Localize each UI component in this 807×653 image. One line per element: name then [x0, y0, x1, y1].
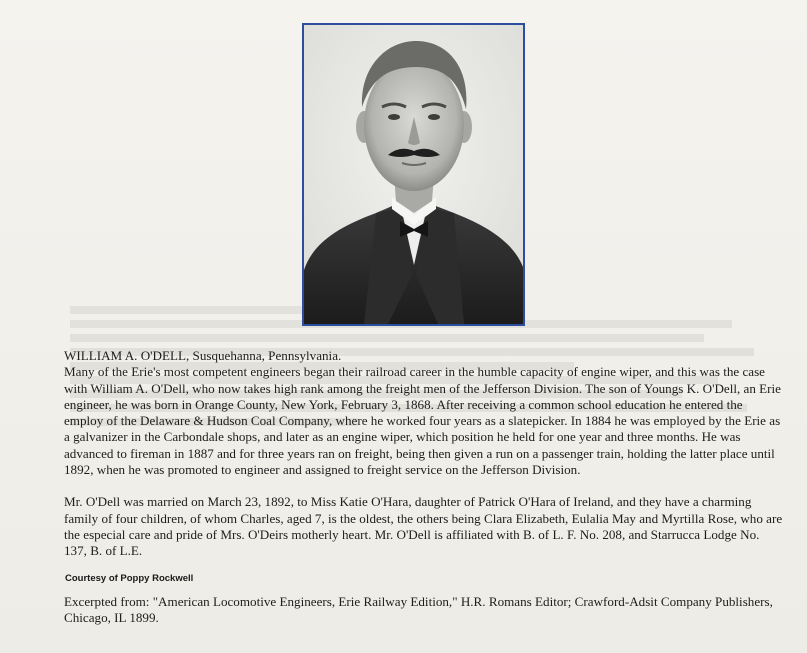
source-citation: Excerpted from: "American Locomotive Engineers, Erie Railway Edition," H.R. Romans Editor; Crawford-Adsit Company Publishers, Chicago, IL 1899.	[64, 594, 773, 626]
biography-paragraph-2: Mr. O'Dell was married on March 23, 1892, to Miss Katie O'Hara, daughter of Patrick O'Hara of Ireland, and they have a charming family of four children, of whom Charles, aged 7, is the oldest, the others being Clara Elizabeth, Eulalia May and Myrtilla Rose, who are the especial care and pride of Mrs. O'Deirs motherly heart. Mr. O'Dell is affiliated with B. of L. F. No. 208, and Starrucca Lodge No. 137, B. of L.E.	[64, 494, 783, 559]
photo-credit: Courtesy of Poppy Rockwell	[65, 573, 194, 584]
portrait-image	[304, 25, 523, 324]
biography-paragraph-1: Many of the Erie's most competent engineers began their railroad career in the humble capacity of engine wiper, and this was the case with William A. O'Dell, who now takes high rank among the freight men of the Jefferson Division. The son of Youngs K. O'Dell, an Erie engineer, he was born in Orange County, New York, February 3, 1868. After receiving a common school education he entered the employ of the Delaware & Hudson Coal Company, where he worked four years as a slatepicker. In 1884 he was employed by the Erie as a galvanizer in the Carbondale shops, and later as an engine wiper, which position he held for one year and three months. He was advanced to fireman in 1887 and for three years ran on freight, being then given a run on a passenger train, holding the latter place until 1892, when he was promoted to engineer and assigned to freight service on the Jefferson Division.	[64, 364, 781, 478]
biography-heading: WILLIAM A. O'DELL, Susquehanna, Pennsylvania.	[64, 348, 342, 363]
portrait-photo	[302, 23, 525, 326]
biography-text	[64, 348, 784, 560]
